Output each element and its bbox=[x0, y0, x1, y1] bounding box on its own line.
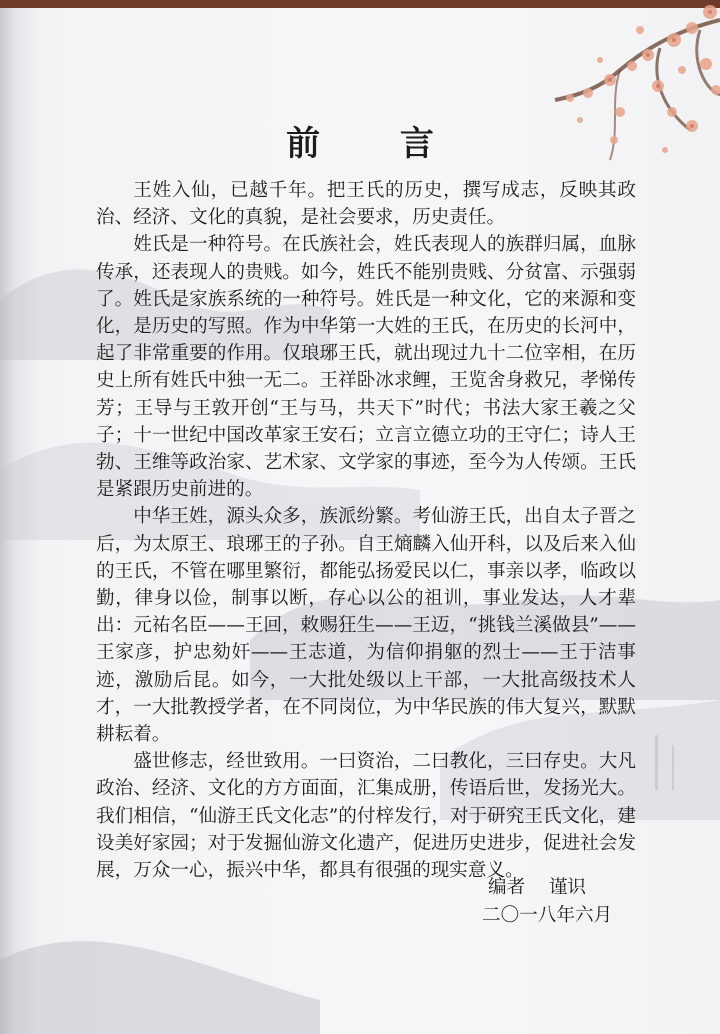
paragraph-2: 姓氏是一种符号。在氏族社会，姓氏表现人的族群归属，血脉传承，还表现人的贵贱。如今，姓氏不能别贵贱、分贫富、示强弱了。姓氏是家族系统的一种符号。姓氏是一种文化，它的来源和变化，是历史的写照。作为中华第一大姓的王氏，在历史的长河中，起了非常重要的作用。仅琅琊王氏，就出现过九十二位宰相，在历史上所有姓氏中独一无二。王祥卧冰求鲤，王览舍身救兄，孝悌传芳；王导与王敦开创“王与马，共天下”时代；书法大家王羲之父子；十一世纪中国改革家王安石；立言立德立功的王守仁；诗人王勃、王维等政治家、艺术家、文学家的事迹，至今为人传颂。王氏是紧跟历史前进的。 bbox=[96, 234, 636, 501]
paragraph-1: 王姓入仙，已越千年。把王氏的历史，撰写成志，反映其政治、经济、文化的真貌，是社会要求，历史责任。 bbox=[96, 180, 636, 229]
page-title: 前 言 bbox=[286, 124, 468, 164]
paragraph-4: 盛世修志，经世致用。一曰资治，二曰教化，三曰存史。大凡政治、经济、文化的方方面面，汇集成册，传语后世，发扬光大。我们相信，“仙游王氏文化志”的付梓发行，对于研究王氏文化，建设美好家园；对于发掘仙游文化遗产，促进历史进步，促进社会发展，万众一心，振兴中华，都具有很强的现实意义。 bbox=[96, 751, 636, 882]
paragraph-3: 中华王姓，源头众多，族派纷繁。考仙游王氏，出自太子晋之后，为太原王、琅琊王的子孙。自王熵麟入仙开科，以及后来入仙的王氏，不管在哪里繁衍，都能弘扬爱民以仁，事亲以孝，临政以勤，律身以俭，制事以断，存心以公的祖训，事业发达，人才辈出：元祐名臣——王回，敕赐狂生——王迈，“挑钱兰溪做县”——王家彦，护忠劾奸——王志道，为信仰捐躯的烈士——王于洁事迹，激励后昆。如今，一大批处级以上干部，一大批高级技术人才，一大批教授学者，在不同岗位，为中华民族的伟大复兴，默默耕耘着。 bbox=[96, 506, 636, 746]
signature-date: 二〇一八年六月 bbox=[482, 905, 613, 926]
signature-author: 编者 谨识 bbox=[488, 877, 587, 898]
preface-body bbox=[96, 177, 636, 884]
